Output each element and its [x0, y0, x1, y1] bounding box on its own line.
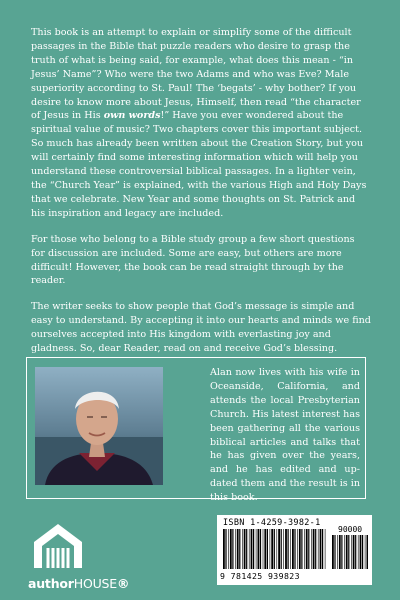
blurb-paragraph-2: For those who belong to a Bible study group a few short questions for discussion are included. Some are easy, but others are more difficult! However, the book can be read straight through by the reader.: [31, 233, 355, 287]
publisher-name-bold: author: [28, 576, 74, 591]
barcode-bars: [223, 529, 326, 569]
author-bio-box: [26, 357, 366, 504]
price-code: 90000: [338, 525, 363, 534]
blurb-text: This book is an attempt to explain or simplify some of the difficult passages in the Bible that puzzle readers who desire to grasp the truth of what is being said, for example, what does this mean - “in Jesus’ Name”? Who were the two Adams and who was Eve? Male superiority according to St. Paul! The ‘begats’ - why bother? If you desire to know more about Jesus, Himself, then read “the character of Jesus in His: [31, 27, 361, 122]
blurb-paragraph-3: The writer seeks to show people that God’s message is simple and easy to understand. By accepting it into our hearts and minds we find ourselves accepted into His kingdom with everlasting joy and gladness. So, dear Reader, read on and receive God’s blessing.: [31, 301, 371, 355]
publisher-name-light: HOUSE: [73, 576, 117, 591]
publisher-trademark: ®: [117, 576, 130, 591]
publisher-name: [28, 576, 129, 591]
blurb-emphasis: own words: [103, 110, 161, 122]
author-photo: [35, 367, 163, 485]
isbn-number: ISBN 1-4259-3982-1: [223, 518, 321, 528]
blurb-text-cont: !” Have you ever wondered about the spiritual value of music? Two chapters cover this important subject. So much has already been written about the Creation Story, but you will certainly find some interesting information which will help you understand these controversial biblical passages. In a lighter vein, the “Church Year” is explained, with the various High and Holy Days that we celebrate. New Year and some thoughts on St. Patrick and his inspiration and legacy are included.: [31, 110, 367, 219]
barcode-addon-bars: [332, 535, 368, 569]
isbn-barcode: [217, 515, 372, 585]
blurb-paragraph-1: [31, 26, 371, 221]
house-icon: [28, 518, 88, 576]
back-cover-blurb: [31, 26, 371, 368]
barcode-digits: 9 781425 939823: [220, 571, 300, 581]
author-bio: Alan now lives with his wife in Oceanside, California, and attends the local Presbyterian Church. His latest interest has been gathering all the various biblical articles and talks that he has given over the years, and he has edited and up-dated them and the result is in this book.: [210, 367, 360, 504]
